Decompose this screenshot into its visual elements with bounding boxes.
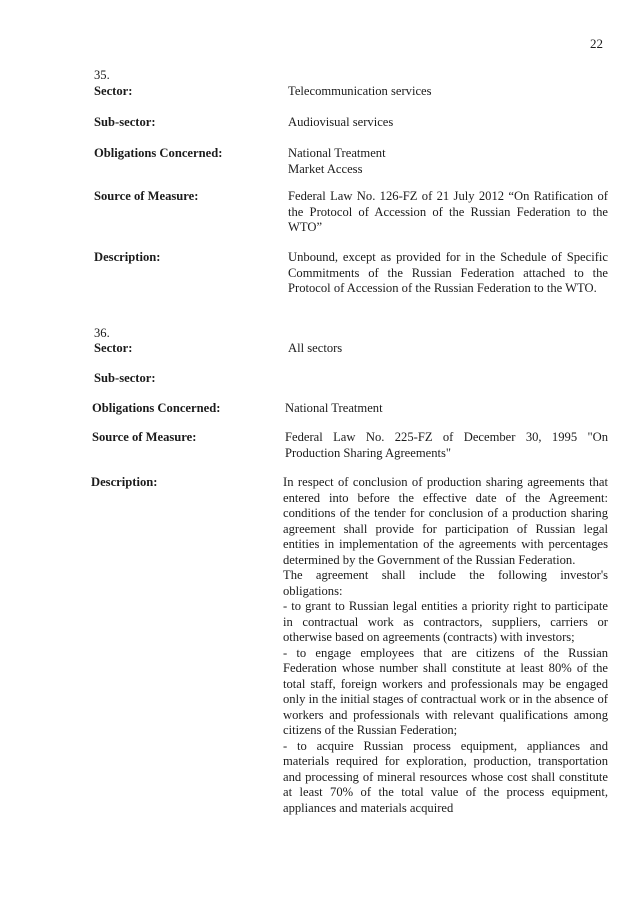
obligation-item: National Treatment xyxy=(288,146,386,160)
description-paragraph: - to acquire Russian process equipment, appliances and materials required for exploration, production, transportation and processing of mineral resources whose cost shall constitute at least 70% of the total value of the process equipment, appliances and materials acquired xyxy=(283,738,608,815)
sector-label: Sector: xyxy=(94,341,133,355)
source-value: Federal Law No. 225-FZ of December 30, 1995 "On Production Sharing Agreements" xyxy=(285,430,608,460)
source-label: Source of Measure: xyxy=(94,189,199,203)
description-paragraph: - to engage employees that are citizens of the Russian Federation whose number shall constitute at least 80% of the total staff, foreign workers and professionals may be engaged only in the initial stages of contractual work or in the absence of workers and professionals with relevant qualifications among citizens of the Russian Federation; xyxy=(283,645,608,737)
entry-number: 35. xyxy=(94,68,110,82)
obligations-value xyxy=(288,146,608,177)
obligations-label: Obligations Concerned: xyxy=(94,146,223,160)
source-value: Federal Law No. 126-FZ of 21 July 2012 “On Ratification of the Protocol of Accession of the Russian Federation to the WTO” xyxy=(288,189,608,234)
page-number: 22 xyxy=(590,36,603,51)
sector-value: All sectors xyxy=(288,341,343,355)
sector-value: Telecommunication services xyxy=(288,84,432,98)
description-paragraph: In respect of conclusion of production sharing agreements that entered into before the effective date of the Agreement: conditions of the tender for conclusion of a production sharing agreement shall provide for participation of Russian legal entities in implementation of the agreements with percentages determined by the Government of the Russian Federation. xyxy=(283,475,608,567)
entry-number: 36. xyxy=(94,326,110,340)
subsector-label: Sub-sector: xyxy=(94,115,156,129)
description-label: Description: xyxy=(91,475,158,489)
description-paragraph: The agreement shall include the following investor's obligations: xyxy=(283,568,608,598)
obligation-item: National Treatment xyxy=(285,401,383,415)
description-label: Description: xyxy=(94,250,161,264)
subsector-value: Audiovisual services xyxy=(288,115,394,129)
description-value: Unbound, except as provided for in the Schedule of Specific Commitments of the Russian Federation attached to the Protocol of Accession of the Russian Federation to the WTO. xyxy=(288,250,608,295)
subsector-label: Sub-sector: xyxy=(94,371,156,385)
obligations-value xyxy=(285,401,605,417)
description-value xyxy=(283,475,608,816)
source-label: Source of Measure: xyxy=(92,430,197,444)
description-paragraph: - to grant to Russian legal entities a priority right to participate in contractual work as contractors, suppliers, carriers or otherwise based on agreements (contracts) with investors; xyxy=(283,599,608,644)
obligations-label: Obligations Concerned: xyxy=(92,401,221,415)
sector-label: Sector: xyxy=(94,84,133,98)
obligation-item: Market Access xyxy=(288,161,363,176)
